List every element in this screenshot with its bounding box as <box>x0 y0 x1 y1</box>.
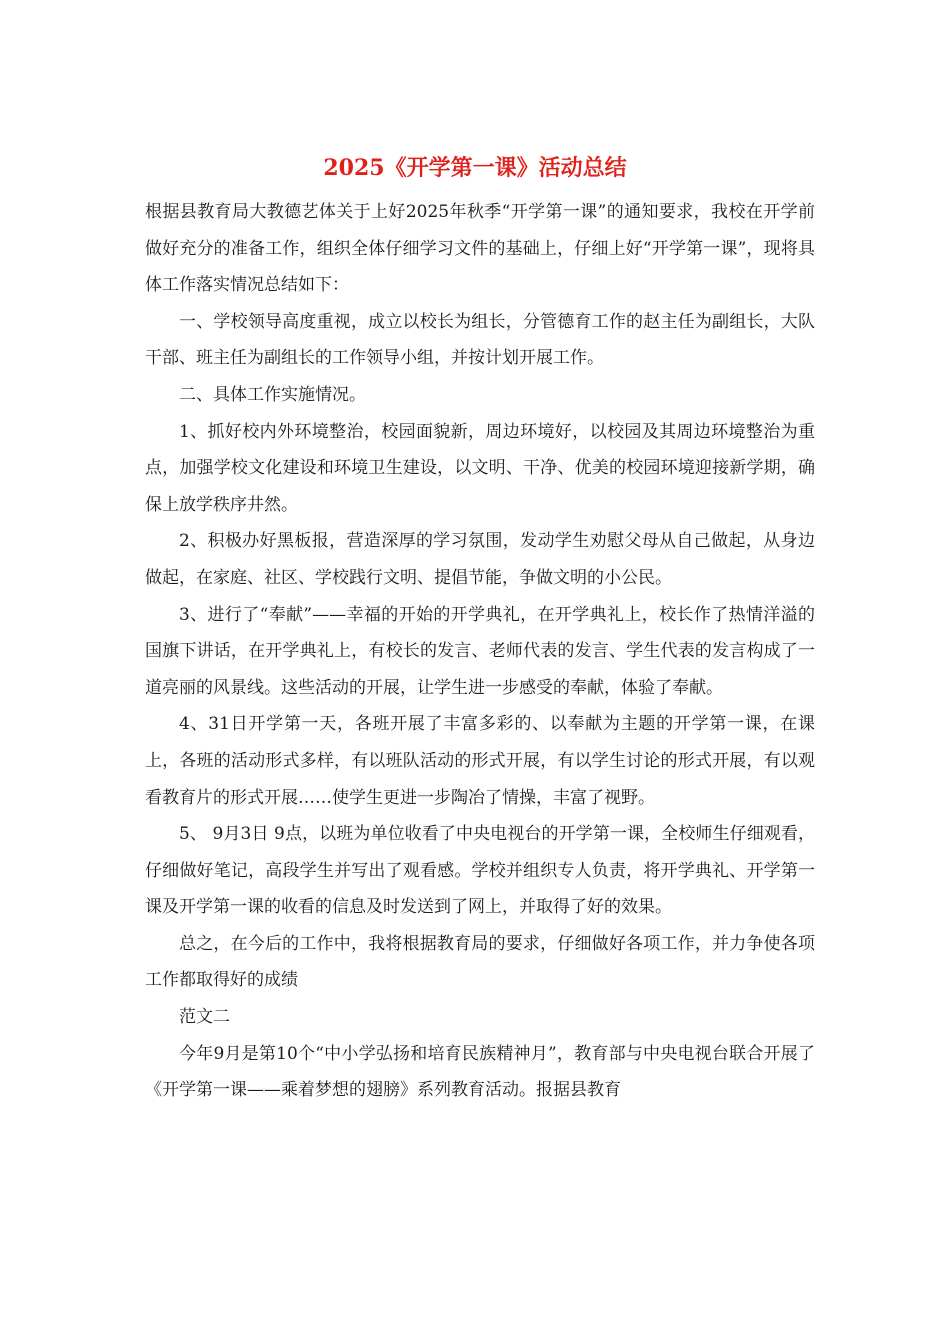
document-title: 2025《开学第一课》活动总结 <box>323 155 627 181</box>
paragraph-item-2: 2、积极办好黑板报，营造深厚的学习氛围，发动学生劝慰父母从自己做起，从身边做起，在家庭、社区、学校践行文明、提倡节能，争做文明的小公民。 <box>145 531 815 588</box>
paragraph-section-one: 一、学校领导高度重视，成立以校长为组长，分管德育工作的赵主任为副组长，大队干部、班主任为副组长的工作领导小组，并按计划开展工作。 <box>145 311 815 369</box>
paragraph-conclusion: 总之，在今后的工作中，我将根据教育局的要求，仔细做好各项工作，并力争使各项工作都取得好的成绩 <box>145 933 815 991</box>
paragraph-item-4: 4、31日开学第一天，各班开展了丰富多彩的、以奉献为主题的开学第一课，在课上，各班的活动形式多样，有以班队活动的形式开展，有以学生讨论的形式开展，有以观看教育片的形式开展……使学生更进一步陶冶了情操，丰富了视野。 <box>145 714 815 808</box>
document-body <box>145 194 815 1109</box>
paragraph-item-5: 5、 9月3日 9点，以班为单位收看了中央电视台的开学第一课，全校师生仔细观看，仔细做好笔记，高段学生并写出了观看感。学校并组织专人负责，将开学典礼、开学第一课及开学第一课的收看的信息及时发送到了网上，并取得了好的效果。 <box>145 824 815 918</box>
paragraph-sample-two-heading: 范文二 <box>179 1007 230 1028</box>
paragraph-item-1: 1、抓好校内外环境整治，校园面貌新，周边环境好，以校园及其周边环境整治为重点，加强学校文化建设和环境卫生建设，以文明、干净、优美的校园环境迎接新学期，确保上放学秩序井然。 <box>145 421 815 515</box>
paragraph-intro: 根据县教育局大教德艺体关于上好2025年秋季“开学第一课”的通知要求，我校在开学前做好充分的准备工作，组织全体仔细学习文件的基础上，仔细上好“开学第一课”，现将具体工作落实情况总结如下： <box>145 202 815 296</box>
paragraph-item-3: 3、进行了“奉献”——幸福的开始的开学典礼，在开学典礼上，校长作了热情洋溢的国旗下讲话，在开学典礼上，有校长的发言、老师代表的发言、学生代表的发言构成了一道亮丽的风景线。这些活动的开展，让学生进一步感受的奉献，体验了奉献。 <box>145 604 815 698</box>
paragraph-sample-two-body: 今年9月是第10个“中小学弘扬和培育民族精神月”，教育部与中央电视台联合开展了《开学第一课——乘着梦想的翅膀》系列教育活动。报据县教育 <box>145 1043 815 1101</box>
paragraph-section-two-heading: 二、具体工作实施情况。 <box>179 384 366 405</box>
